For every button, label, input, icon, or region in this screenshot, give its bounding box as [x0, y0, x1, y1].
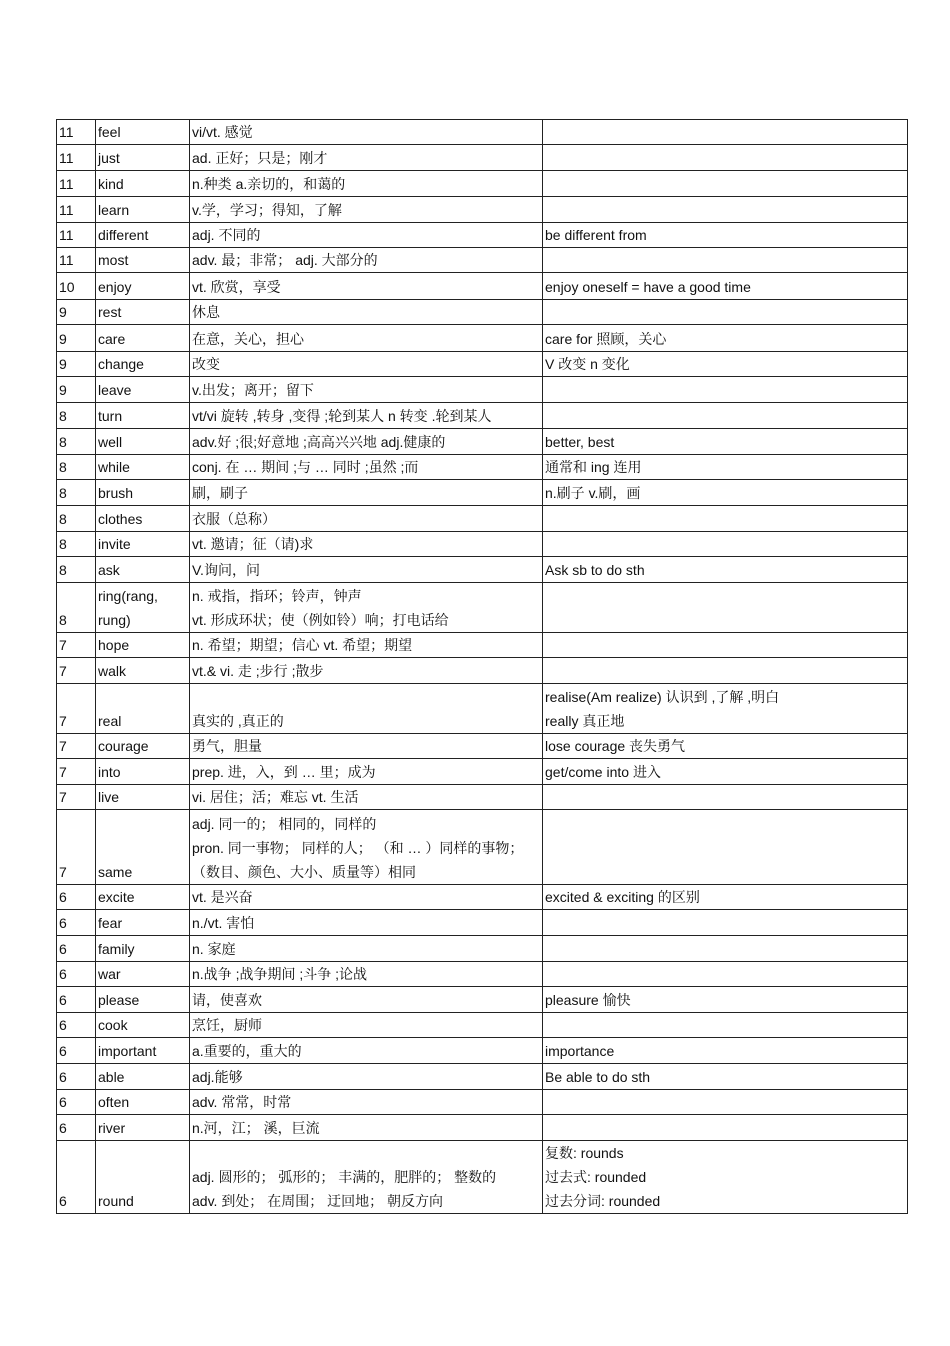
frequency-cell: 8 [57, 403, 96, 429]
note-cell: V 改变 n 变化 [543, 352, 908, 377]
table-row [57, 1115, 908, 1141]
word-cell: family [96, 936, 190, 962]
table-row [57, 583, 908, 633]
table-row [57, 480, 908, 506]
meaning-cell: vt/vi 旋转 ,转身 ,变得 ;轮到某人 n 转变 .轮到某人 [190, 403, 543, 429]
word-cell: ring(rang, rung) [96, 583, 190, 633]
table-row [57, 532, 908, 557]
frequency-cell: 7 [57, 734, 96, 759]
meaning-cell: n.战争 ;战争期间 ;斗争 ;论战 [190, 962, 543, 987]
note-cell [543, 532, 908, 557]
meaning-cell: n./vt. 害怕 [190, 910, 543, 936]
meaning-cell: adj.能够 [190, 1064, 543, 1090]
meaning-cell: a.重要的，重大的 [190, 1038, 543, 1064]
meaning-cell: vt. 是兴奋 [190, 885, 543, 910]
frequency-cell: 11 [57, 171, 96, 197]
table-row [57, 785, 908, 810]
frequency-cell: 7 [57, 759, 96, 785]
word-cell: clothes [96, 506, 190, 532]
meaning-cell: prep. 进，入，到 … 里；成为 [190, 759, 543, 785]
frequency-cell: 11 [57, 197, 96, 223]
table-row [57, 885, 908, 910]
table-row [57, 273, 908, 300]
note-cell [543, 197, 908, 223]
word-cell: fear [96, 910, 190, 936]
note-cell: n.刷子 v.刷，画 [543, 480, 908, 506]
note-cell [543, 962, 908, 987]
meaning-cell: 刷，刷子 [190, 480, 543, 506]
frequency-cell: 9 [57, 377, 96, 403]
meaning-cell: 真实的 ,真正的 [190, 684, 543, 734]
note-cell [543, 936, 908, 962]
word-cell: excite [96, 885, 190, 910]
frequency-cell: 9 [57, 352, 96, 377]
meaning-cell: adj. 同一的； 相同的，同样的 pron. 同一事物； 同样的人； （和 … ）同样的事物； （数目、颜色、大小、质量等）相同 [190, 810, 543, 885]
word-cell: please [96, 987, 190, 1013]
frequency-cell: 6 [57, 1090, 96, 1115]
table-row [57, 658, 908, 684]
word-cell: kind [96, 171, 190, 197]
frequency-cell: 6 [57, 1064, 96, 1090]
word-cell: courage [96, 734, 190, 759]
frequency-cell: 6 [57, 1115, 96, 1141]
note-cell [543, 145, 908, 171]
frequency-cell: 6 [57, 936, 96, 962]
meaning-cell: adv. 最；非常； adj. 大部分的 [190, 248, 543, 273]
frequency-cell: 11 [57, 120, 96, 145]
word-cell: real [96, 684, 190, 734]
frequency-cell: 7 [57, 633, 96, 658]
meaning-cell: v.学，学习；得知，了解 [190, 197, 543, 223]
note-cell: better, best [543, 429, 908, 455]
word-cell: war [96, 962, 190, 987]
table-row [57, 1038, 908, 1064]
word-cell: enjoy [96, 273, 190, 300]
frequency-cell: 6 [57, 987, 96, 1013]
meaning-cell: 烹饪，厨师 [190, 1013, 543, 1038]
note-cell [543, 810, 908, 885]
table-row [57, 810, 908, 885]
frequency-cell: 8 [57, 480, 96, 506]
word-cell: live [96, 785, 190, 810]
note-cell [543, 171, 908, 197]
note-cell [543, 658, 908, 684]
frequency-cell: 8 [57, 429, 96, 455]
table-row [57, 120, 908, 145]
word-cell: able [96, 1064, 190, 1090]
note-cell: 通常和 ing 连用 [543, 455, 908, 480]
word-cell: invite [96, 532, 190, 557]
note-cell [543, 403, 908, 429]
table-row [57, 300, 908, 325]
note-cell [543, 1013, 908, 1038]
meaning-cell: adj. 圆形的； 弧形的； 丰满的，肥胖的； 整数的 adv. 到处； 在周围； 迂回地； 朝反方向 [190, 1141, 543, 1214]
frequency-cell: 7 [57, 785, 96, 810]
frequency-cell: 6 [57, 962, 96, 987]
frequency-cell: 8 [57, 506, 96, 532]
meaning-cell: adj. 不同的 [190, 223, 543, 248]
table-row [57, 248, 908, 273]
table-row [57, 352, 908, 377]
meaning-cell: 在意，关心，担心 [190, 325, 543, 352]
word-cell: rest [96, 300, 190, 325]
note-cell [543, 785, 908, 810]
table-row [57, 759, 908, 785]
note-cell: realise(Am realize) 认识到 ,了解 ,明白 really 真正地 [543, 684, 908, 734]
frequency-cell: 6 [57, 1038, 96, 1064]
note-cell: Ask sb to do sth [543, 557, 908, 583]
frequency-cell: 7 [57, 684, 96, 734]
meaning-cell: vt. 欣赏，享受 [190, 273, 543, 300]
meaning-cell: 衣服（总称） [190, 506, 543, 532]
word-cell: well [96, 429, 190, 455]
frequency-cell: 8 [57, 557, 96, 583]
word-cell: same [96, 810, 190, 885]
note-cell: importance [543, 1038, 908, 1064]
table-row [57, 223, 908, 248]
table-row [57, 557, 908, 583]
table-row [57, 1090, 908, 1115]
word-cell: turn [96, 403, 190, 429]
note-cell [543, 300, 908, 325]
meaning-cell: vi/vt. 感觉 [190, 120, 543, 145]
word-cell: round [96, 1141, 190, 1214]
table-row [57, 987, 908, 1013]
word-cell: feel [96, 120, 190, 145]
meaning-cell: vi. 居住；活；难忘 vt. 生活 [190, 785, 543, 810]
meaning-cell: v.出发；离开；留下 [190, 377, 543, 403]
word-cell: just [96, 145, 190, 171]
frequency-cell: 11 [57, 223, 96, 248]
table-row [57, 145, 908, 171]
table-row [57, 633, 908, 658]
note-cell: pleasure 愉快 [543, 987, 908, 1013]
word-cell: often [96, 1090, 190, 1115]
table-row [57, 910, 908, 936]
table-row [57, 1064, 908, 1090]
meaning-cell: V.询问，问 [190, 557, 543, 583]
frequency-cell: 9 [57, 325, 96, 352]
note-cell [543, 910, 908, 936]
meaning-cell: n. 家庭 [190, 936, 543, 962]
word-cell: most [96, 248, 190, 273]
meaning-cell: ad. 正好；只是；刚才 [190, 145, 543, 171]
note-cell: excited & exciting 的区别 [543, 885, 908, 910]
note-cell [543, 1090, 908, 1115]
table-row [57, 684, 908, 734]
meaning-cell: 休息 [190, 300, 543, 325]
table-row [57, 962, 908, 987]
note-cell: care for 照顾，关心 [543, 325, 908, 352]
word-cell: river [96, 1115, 190, 1141]
table-row [57, 455, 908, 480]
word-cell: learn [96, 197, 190, 223]
frequency-cell: 8 [57, 455, 96, 480]
frequency-cell: 6 [57, 1013, 96, 1038]
word-cell: ask [96, 557, 190, 583]
table-row [57, 171, 908, 197]
frequency-cell: 8 [57, 532, 96, 557]
word-cell: change [96, 352, 190, 377]
meaning-cell: n.种类 a.亲切的，和蔼的 [190, 171, 543, 197]
meaning-cell: conj. 在 … 期间 ;与 … 同时 ;虽然 ;而 [190, 455, 543, 480]
word-cell: leave [96, 377, 190, 403]
vocabulary-table [56, 119, 908, 1214]
table-row [57, 377, 908, 403]
word-cell: brush [96, 480, 190, 506]
note-cell: lose courage 丧失勇气 [543, 734, 908, 759]
word-cell: care [96, 325, 190, 352]
frequency-cell: 9 [57, 300, 96, 325]
frequency-cell: 10 [57, 273, 96, 300]
meaning-cell: n. 希望；期望；信心 vt. 希望；期望 [190, 633, 543, 658]
note-cell: Be able to do sth [543, 1064, 908, 1090]
vocabulary-table-body [57, 120, 908, 1214]
meaning-cell: n. 戒指，指环；铃声，钟声 vt. 形成环状；使（例如铃）响；打电话给 [190, 583, 543, 633]
frequency-cell: 7 [57, 658, 96, 684]
meaning-cell: adv. 常常，时常 [190, 1090, 543, 1115]
note-cell [543, 506, 908, 532]
note-cell [543, 583, 908, 633]
word-cell: walk [96, 658, 190, 684]
meaning-cell: 请，使喜欢 [190, 987, 543, 1013]
note-cell [543, 120, 908, 145]
word-cell: cook [96, 1013, 190, 1038]
meaning-cell: vt. 邀请；征（请)求 [190, 532, 543, 557]
note-cell [543, 248, 908, 273]
note-cell [543, 633, 908, 658]
table-row [57, 325, 908, 352]
meaning-cell: vt.& vi. 走 ;步行 ;散步 [190, 658, 543, 684]
table-row [57, 1013, 908, 1038]
table-row [57, 429, 908, 455]
table-row [57, 197, 908, 223]
table-row [57, 403, 908, 429]
table-row [57, 734, 908, 759]
note-cell: get/come into 进入 [543, 759, 908, 785]
frequency-cell: 6 [57, 1141, 96, 1214]
note-cell [543, 1115, 908, 1141]
meaning-cell: adv.好 ;很;好意地 ;高高兴兴地 adj.健康的 [190, 429, 543, 455]
table-row [57, 1141, 908, 1214]
word-cell: while [96, 455, 190, 480]
frequency-cell: 11 [57, 248, 96, 273]
note-cell [543, 377, 908, 403]
meaning-cell: 改变 [190, 352, 543, 377]
note-cell: be different from [543, 223, 908, 248]
frequency-cell: 6 [57, 885, 96, 910]
frequency-cell: 8 [57, 583, 96, 633]
frequency-cell: 11 [57, 145, 96, 171]
note-cell: enjoy oneself = have a good time [543, 273, 908, 300]
frequency-cell: 7 [57, 810, 96, 885]
table-row [57, 506, 908, 532]
note-cell: 复数: rounds 过去式: rounded 过去分词: rounded [543, 1141, 908, 1214]
meaning-cell: 勇气，胆量 [190, 734, 543, 759]
word-cell: different [96, 223, 190, 248]
word-cell: important [96, 1038, 190, 1064]
frequency-cell: 6 [57, 910, 96, 936]
word-cell: into [96, 759, 190, 785]
word-cell: hope [96, 633, 190, 658]
table-row [57, 936, 908, 962]
meaning-cell: n.河，江； 溪，巨流 [190, 1115, 543, 1141]
